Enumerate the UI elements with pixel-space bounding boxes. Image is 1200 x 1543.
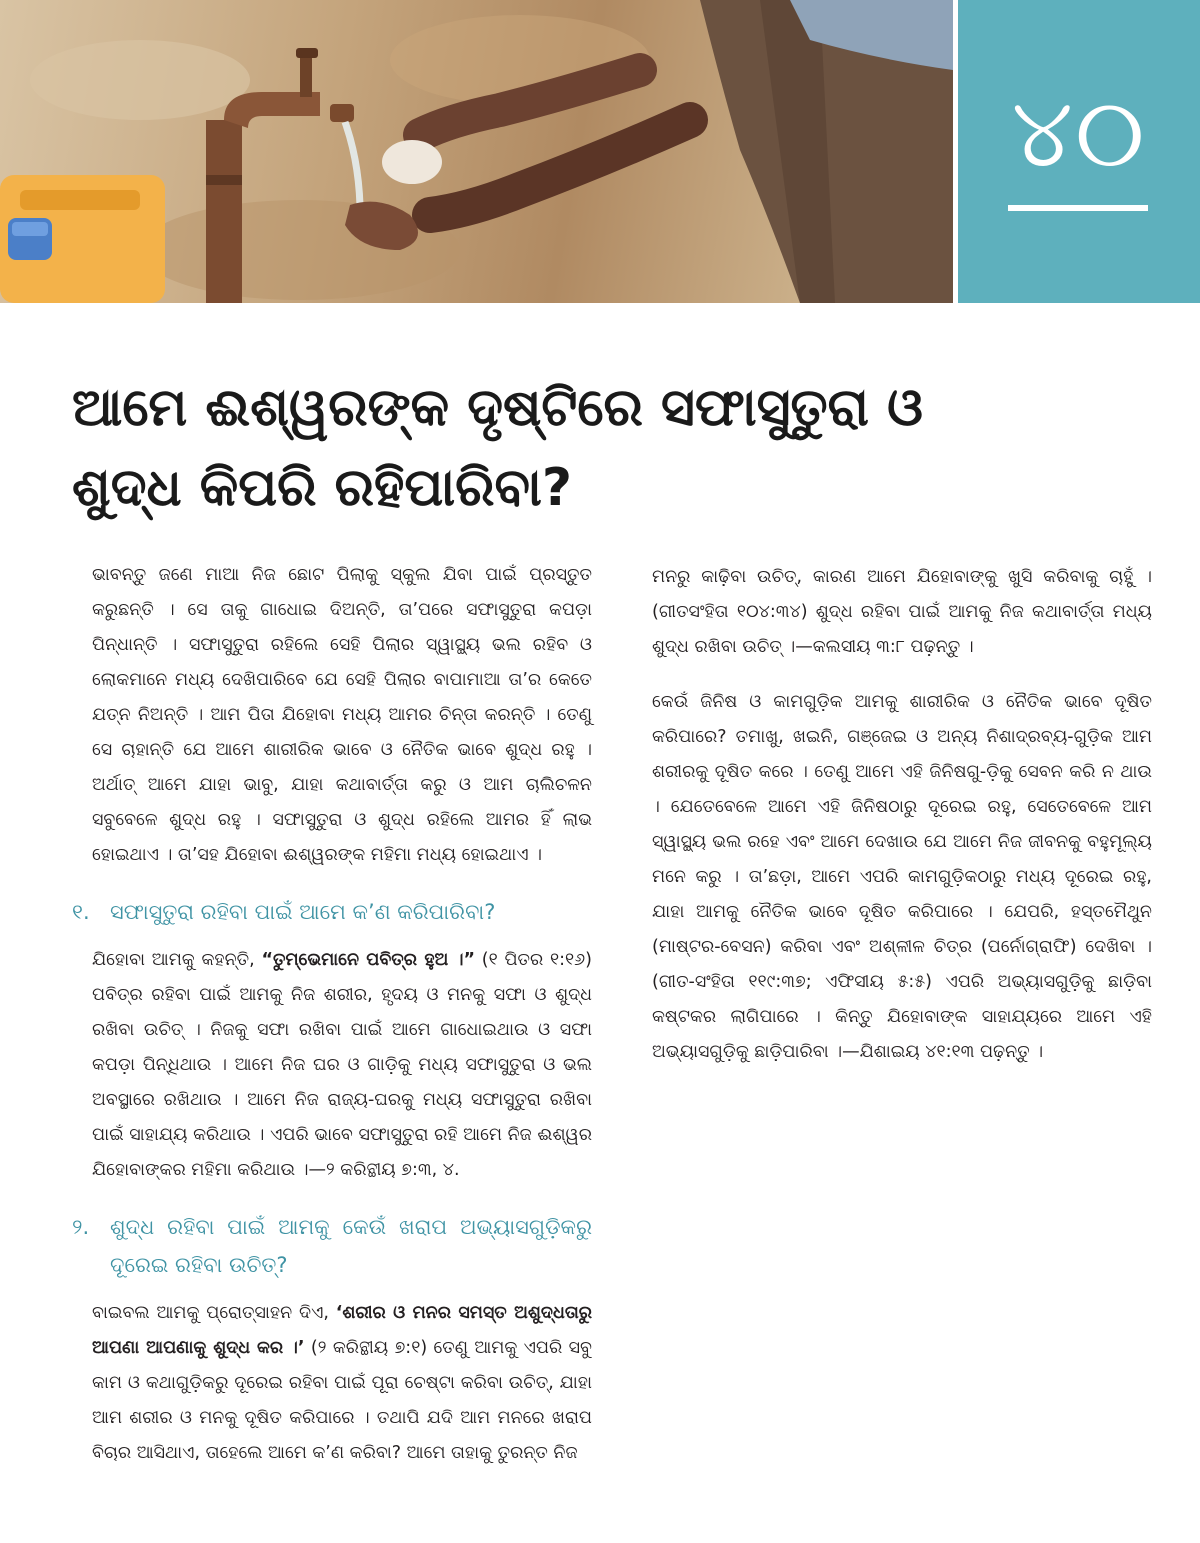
section-1-lead: ଯିହୋବା ଆମକୁ କହନ୍ତି, bbox=[92, 950, 262, 970]
intro-paragraph: ଭାବନ୍ତୁ ଜଣେ ମାଆ ନିଜ ଛୋଟ ପିଲାକୁ ସ୍କୁଲ ଯିବା ପାଇଁ ପ୍ରସ୍ତୁତ କରୁଛନ୍ତି । ସେ ତାକୁ ଗାଧୋଇ ଦିଅନ୍ତି, ତା’ପରେ ସଫାସୁତୁରା କପଡ଼ା ପିନ୍ଧାନ୍ତି । ସଫାସୁତୁରା ରହିଲେ ସେହି ପିଲାର ସ୍ୱାସ୍ଥ୍ୟ ଭଲ ରହିବ ଓ ଲୋକମାନେ ମଧ୍ୟ ଦେଖିପାରିବେ ଯେ ସେହି ପିଲାର ବାପାମାଆ ତା’ର କେତେ ଯତ୍ନ ନିଅନ୍ତି । ଆମ ପିତା ଯିହୋବା ମଧ୍ୟ ଆମର ଚିନ୍ତା କରନ୍ତି । ତେଣୁ ସେ ଚାହାନ୍ତି ଯେ ଆମେ ଶାରୀରିକ ଭାବେ ଓ ନୈତିକ ଭାବେ ଶୁଦ୍ଧ ରହୁ । ଅର୍ଥାତ୍‌ ଆମେ ଯାହା ଭାବୁ, ଯାହା କଥାବାର୍ତ୍ତା କରୁ ଓ ଆମ ଚାଲିଚଳନ ସବୁବେଳେ ଶୁଦ୍ଧ ରହୁ । ସଫାସୁତୁରା ଓ ଶୁଦ୍ଧ ରହିଲେ ଆମର ହିଁ ଲାଭ ହୋଇଥାଏ । ତା’ସହ ଯିହୋବା ଈଶ୍ୱରଙ୍କ ମହିମା ମଧ୍ୟ ହୋଇଥାଏ । bbox=[92, 565, 592, 865]
section-2-quote: ‘ଶରୀର ଓ ମନର ସମସ୍ତ ଅଶୁଦ୍ଧତାରୁ ଆପଣା ଆପଣାକୁ ଶୁଦ୍ଧ କର ।’ bbox=[92, 1303, 592, 1358]
question-1-number: ୧. bbox=[72, 900, 90, 924]
lesson-number-underline bbox=[1008, 205, 1148, 211]
right-column bbox=[652, 560, 1152, 1090]
section-2-continued: ମନରୁ କାଢ଼ିବା ଉଚିତ୍‌, କାରଣ ଆମେ ଯିହୋବାଙ୍କୁ ଖୁସି କରିବାକୁ ଚାହୁଁ । (ଗୀତସଂହିତା ୧୦୪:୩୪) ଶୁଦ୍ଧ ରହିବା ପାଇଁ ଆମକୁ ନିଜ କଥାବାର୍ତ୍ତା ମଧ୍ୟ ଶୁଦ୍ଧ ରଖିବା ଉଚିତ୍‌ ।—କଲସୀୟ ୩:୮ ପଢ଼ନ୍ତୁ । bbox=[652, 567, 1152, 657]
left-column bbox=[72, 558, 592, 1491]
question-2-heading bbox=[72, 1208, 592, 1284]
section-2-paragraph bbox=[92, 1296, 592, 1471]
hero-photo bbox=[0, 0, 953, 303]
section-2-second-paragraph: କେଉଁ ଜିନିଷ ଓ କାମଗୁଡ଼ିକ ଆମକୁ ଶାରୀରିକ ଓ ନୈତିକ ଭାବେ ଦୂଷିତ କରିପାରେ? ତମାଖୁ, ଖଇନି, ଗଞ୍ଜେଇ ଓ ଅନ୍ୟ ନିଶାଦ୍ରବ୍ୟ-ଗୁଡ଼ିକ ଆମ ଶରୀରକୁ ଦୂଷିତ କରେ । ତେଣୁ ଆମେ ଏହି ଜିନିଷଗୁ-ଡ଼ିକୁ ସେବନ କରି ନ ଥାଉ । ଯେତେବେଳେ ଆମେ ଏହି ଜିନିଷଠାରୁ ଦୂରେଇ ରହୁ, ସେତେବେଳେ ଆମ ସ୍ୱାସ୍ଥ୍ୟ ଭଲ ରହେ ଏବଂ ଆମେ ଦେଖାଉ ଯେ ଆମେ ନିଜ ଜୀବନକୁ ବହୁମୂଲ୍ୟ ମନେ କରୁ । ତା’ଛଡ଼ା, ଆମେ ଏପରି କାମଗୁଡ଼ିକଠାରୁ ମଧ୍ୟ ଦୂରେଇ ରହୁ, ଯାହା ଆମକୁ ନୈତିକ ଭାବେ ଦୂଷିତ କରିପାରେ । ଯେପରି, ହସ୍ତମୈଥୁନ (ମାଷ୍ଟର-ବେସନ) କରିବା ଏବଂ ଅଶ୍ଳୀଳ ଚିତ୍ର (ପର୍ନୋଗ୍ରାଫି) ଦେଖିବା । (ଗୀତ-ସଂହିତା ୧୧୯:୩୭; ଏଫିସୀୟ ୫:୫) ଏପରି ଅଭ୍ୟାସଗୁଡ଼ିକୁ ଛାଡ଼ିବା କଷ୍ଟକର ଲାଗିପାରେ । କିନ୍ତୁ ଯିହୋବାଙ୍କ ସାହାଯ୍ୟରେ ଆମେ ଏହି ଅଭ୍ୟାସଗୁଡ଼ିକୁ ଛାଡ଼ିପାରିବା ।—ଯିଶାଇୟ ୪୧:୧୩ ପଢ଼ନ୍ତୁ । bbox=[652, 692, 1152, 1062]
question-1-text: ସଫାସୁତୁରା ରହିବା ପାଇଁ ଆମେ କ’ଣ କରିପାରିବା? bbox=[110, 900, 496, 924]
hand-washing-illustration bbox=[0, 0, 953, 303]
section-2-body: (୨ କରିନ୍ଥୀୟ ୭:୧) ତେଣୁ ଆମକୁ ଏପରି ସବୁ କାମ ଓ କଥାଗୁଡ଼ିକରୁ ଦୂରେଇ ରହିବା ପାଇଁ ପୂରା ଚେଷ୍ଟା କରିବା ଉଚିତ୍‌, ଯାହା ଆମ ଶରୀର ଓ ମନକୁ ଦୂଷିତ କରିପାରେ । ତଥାପି ଯଦି ଆମ ମନରେ ଖରାପ ବିଚାର ଆସିଥାଏ, ତାହେଲେ ଆମେ କ’ଣ କରିବା? ଆମେ ତାହାକୁ ତୁରନ୍ତ ନିଜ bbox=[92, 1338, 592, 1463]
lesson-number-box bbox=[958, 0, 1200, 303]
lesson-number: ୪୦ bbox=[1011, 77, 1147, 189]
page-title: ଆମେ ଈଶ୍ୱରଙ୍କ ଦୃଷ୍ଟିରେ ସଫାସୁତୁରା ଓ ଶୁଦ୍ଧ କିପରି ରହିପାରିବା? bbox=[72, 378, 923, 518]
section-1-quote: “ତୁମ୍ଭେମାନେ ପବିତ୍ର ହୁଅ ।” bbox=[261, 950, 475, 970]
section-1-body: (୧ ପିତର ୧:୧୬) ପବିତ୍ର ରହିବା ପାଇଁ ଆମକୁ ନିଜ ଶରୀର, ହୃଦୟ ଓ ମନକୁ ସଫା ଓ ଶୁଦ୍ଧ ରଖିବା ଉଚିତ୍‌ । ନିଜକୁ ସଫା ରଖିବା ପାଇଁ ଆମେ ଗାଧୋଇଥାଉ ଓ ସଫା କପଡ଼ା ପିନ୍ଧିଥାଉ । ଆମେ ନିଜ ଘର ଓ ଗାଡ଼ିକୁ ମଧ୍ୟ ସଫାସୁତୁରା ଓ ଭଲ ଅବସ୍ଥାରେ ରଖିଥାଉ । ଆମେ ନିଜ ରାଜ୍ୟ-ଘରକୁ ମଧ୍ୟ ସଫାସୁତୁରା ରଖିବା ପାଇଁ ସାହାଯ୍ୟ କରିଥାଉ । ଏପରି ଭାବେ ସଫାସୁତୁରା ରହି ଆମେ ନିଜ ଈଶ୍ୱର ଯିହୋବାଙ୍କର ମହିମା କରିଥାଉ ।—୨ କରିନ୍ଥୀୟ ୭:୩, ୪. bbox=[92, 950, 592, 1180]
question-2-text: ଶୁଦ୍ଧ ରହିବା ପାଇଁ ଆମକୁ କେଉଁ ଖରାପ ଅଭ୍ୟାସଗୁଡ଼ିକରୁ ଦୂରେଇ ରହିବା ଉଚିତ୍‌? bbox=[110, 1215, 592, 1277]
section-2-lead: ବାଇବଲ ଆମକୁ ପ୍ରୋତ୍ସାହନ ଦିଏ, bbox=[92, 1303, 336, 1323]
jerrycan-shape bbox=[0, 175, 165, 303]
section-1-paragraph bbox=[92, 943, 592, 1188]
question-2-number: ୨. bbox=[72, 1215, 90, 1239]
question-1-heading bbox=[72, 893, 592, 931]
